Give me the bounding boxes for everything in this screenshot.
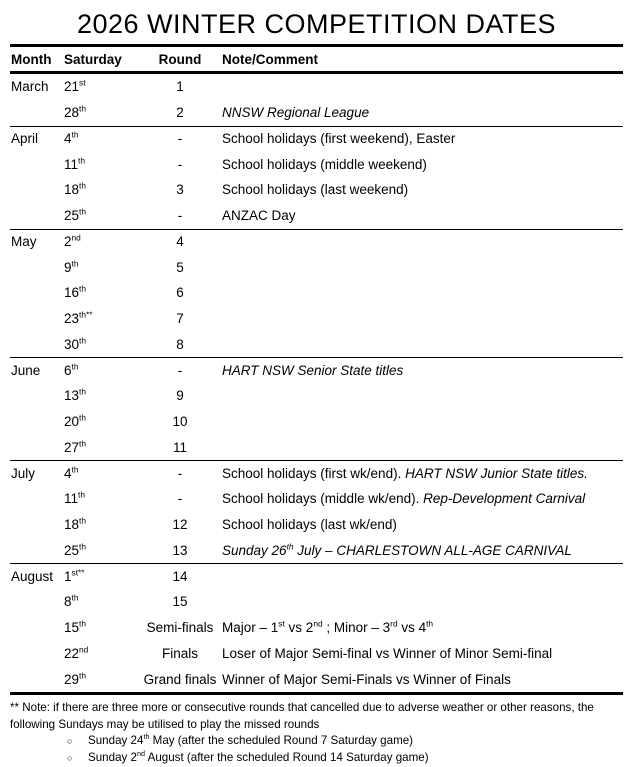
round-cell: 13: [172, 542, 188, 558]
saturday-date-cell: 20th: [64, 412, 87, 430]
round-cell: 2: [176, 105, 184, 121]
round-cell: 15: [172, 594, 188, 610]
saturday-date-cell: 11th: [64, 155, 85, 172]
round-cell: 6: [176, 285, 184, 301]
saturday-date-cell: 4th: [64, 464, 79, 482]
competition-schedule-table: [10, 44, 623, 695]
saturday-date-cell: 30th: [64, 335, 87, 352]
note-cell: ANZAC Day: [222, 208, 296, 224]
month-cell: May: [11, 234, 37, 250]
table-row: [10, 177, 623, 203]
round-cell: 10: [172, 414, 188, 430]
month-cell: July: [11, 466, 36, 482]
saturday-date-cell: 27th: [64, 438, 87, 455]
note-cell: HART NSW Senior State titles: [222, 363, 404, 379]
note-cell: Major – 1st vs 2nd ; Minor – 3rd vs 4th: [222, 618, 434, 636]
page-title: 2026 WINTER COMPETITION DATES: [76, 9, 557, 39]
month-cell: August: [11, 569, 54, 585]
note-cell: School holidays (first weekend), Easter: [222, 131, 456, 147]
saturday-date-cell: 6th: [64, 361, 79, 379]
saturday-date-cell: 25th: [64, 206, 87, 224]
table-row: [10, 357, 623, 383]
saturday-date-cell: 18th: [64, 180, 87, 198]
round-cell: -: [177, 156, 183, 172]
saturday-date-cell: 16th: [64, 283, 87, 301]
table-row: [10, 460, 623, 486]
column-header-round: Round: [158, 51, 202, 67]
column-header-month: Month: [11, 51, 52, 67]
table-row: [10, 615, 623, 641]
note-cell: School holidays (last wk/end): [222, 517, 397, 533]
round-cell: 8: [176, 336, 184, 352]
footer-bullets: [10, 733, 624, 766]
round-cell: 11: [172, 439, 187, 455]
footer-bullet-text: Sunday 2nd August (after the scheduled Round 14 Saturday game): [88, 748, 429, 764]
note-cell: School holidays (middle wk/end). Rep-Development Carnival: [222, 491, 586, 507]
saturday-date-cell: 8th: [64, 592, 79, 610]
round-cell: 14: [172, 569, 188, 585]
note-cell: School holidays (last weekend): [222, 182, 409, 198]
round-cell: -: [177, 363, 183, 379]
footer-bullet-text: Sunday 24th May (after the scheduled Round 7 Saturday game): [88, 732, 414, 747]
round-cell: 4: [176, 234, 184, 250]
note-cell: School holidays (first wk/end). HART NSW Junior State titles.: [222, 466, 588, 482]
table-row: [10, 306, 623, 332]
table-header-row: [10, 44, 623, 74]
table-row: [10, 126, 623, 152]
round-cell: Grand finals: [143, 671, 217, 687]
saturday-date-cell: 2nd: [64, 232, 81, 250]
round-cell: Semi-finals: [146, 620, 214, 636]
table-body: [10, 74, 623, 695]
footer-note-text: ** Note: if there are three more or consecutive rounds that cancelled due to adverse weather or other reasons, the following Sundays may be utilised to play the missed rounds: [10, 701, 594, 731]
month-cell: June: [11, 363, 41, 379]
table-row: [10, 435, 623, 461]
circle-bullet-icon: ○: [67, 752, 73, 763]
table-row: [10, 641, 623, 667]
round-cell: Finals: [161, 645, 198, 661]
round-cell: -: [177, 131, 183, 147]
table-row: [10, 409, 623, 435]
footer-note-block: [10, 700, 624, 766]
table-row: [10, 254, 623, 280]
table-row: [10, 512, 623, 538]
table-row: [10, 74, 623, 100]
table-row: [10, 280, 623, 306]
round-cell: -: [177, 208, 183, 224]
saturday-date-cell: 21st: [64, 77, 86, 95]
note-cell: Sunday 26th July – CHARLESTOWN ALL-AGE CARNIVAL: [222, 541, 572, 558]
table-row: [10, 229, 623, 255]
saturday-date-cell: 18th: [64, 515, 87, 533]
note-cell: School holidays (middle weekend): [222, 156, 427, 172]
table-row: [10, 563, 623, 589]
column-header-note: Note/Comment: [222, 51, 319, 67]
note-cell: Loser of Major Semi-final vs Winner of Minor Semi-final: [222, 645, 553, 661]
saturday-date-cell: 13th: [64, 386, 87, 404]
saturday-date-cell: 11th: [64, 489, 85, 507]
saturday-date-cell: $1^{st**}$: [64, 567, 85, 585]
saturday-date-cell: $23^{th**}$: [64, 309, 93, 327]
round-cell: 7: [176, 311, 184, 327]
table-row: [10, 589, 623, 615]
saturday-date-cell: 28th: [64, 103, 87, 121]
round-cell: 5: [176, 259, 184, 275]
table-row: [10, 203, 623, 229]
round-cell: -: [177, 466, 183, 482]
saturday-date-cell: 4th: [64, 129, 79, 147]
saturday-date-cell: 9th: [64, 258, 79, 275]
table-row: [10, 486, 623, 512]
round-cell: 12: [172, 517, 188, 533]
month-cell: April: [11, 131, 39, 147]
saturday-date-cell: 15th: [64, 618, 87, 636]
footer-bullet-item: [10, 733, 624, 750]
saturday-date-cell: 29th: [64, 670, 87, 687]
month-cell: March: [11, 79, 49, 95]
note-cell: NNSW Regional League: [222, 105, 370, 121]
note-cell: Winner of Major Semi-Finals vs Winner of Finals: [222, 671, 511, 687]
round-cell: -: [177, 491, 183, 507]
footer-bullet-item: [10, 750, 624, 767]
table-row: [10, 100, 623, 126]
table-row: [10, 538, 623, 564]
round-cell: 1: [176, 79, 184, 95]
table-row: [10, 332, 623, 358]
table-row: [10, 383, 623, 409]
table-row: [10, 151, 623, 177]
saturday-date-cell: 22nd: [64, 644, 89, 661]
round-cell: 3: [176, 182, 184, 198]
round-cell: 9: [176, 388, 184, 404]
column-header-saturday: Saturday: [64, 51, 122, 67]
circle-bullet-icon: ○: [67, 736, 73, 746]
table-row: [10, 666, 623, 692]
saturday-date-cell: 25th: [64, 541, 87, 558]
